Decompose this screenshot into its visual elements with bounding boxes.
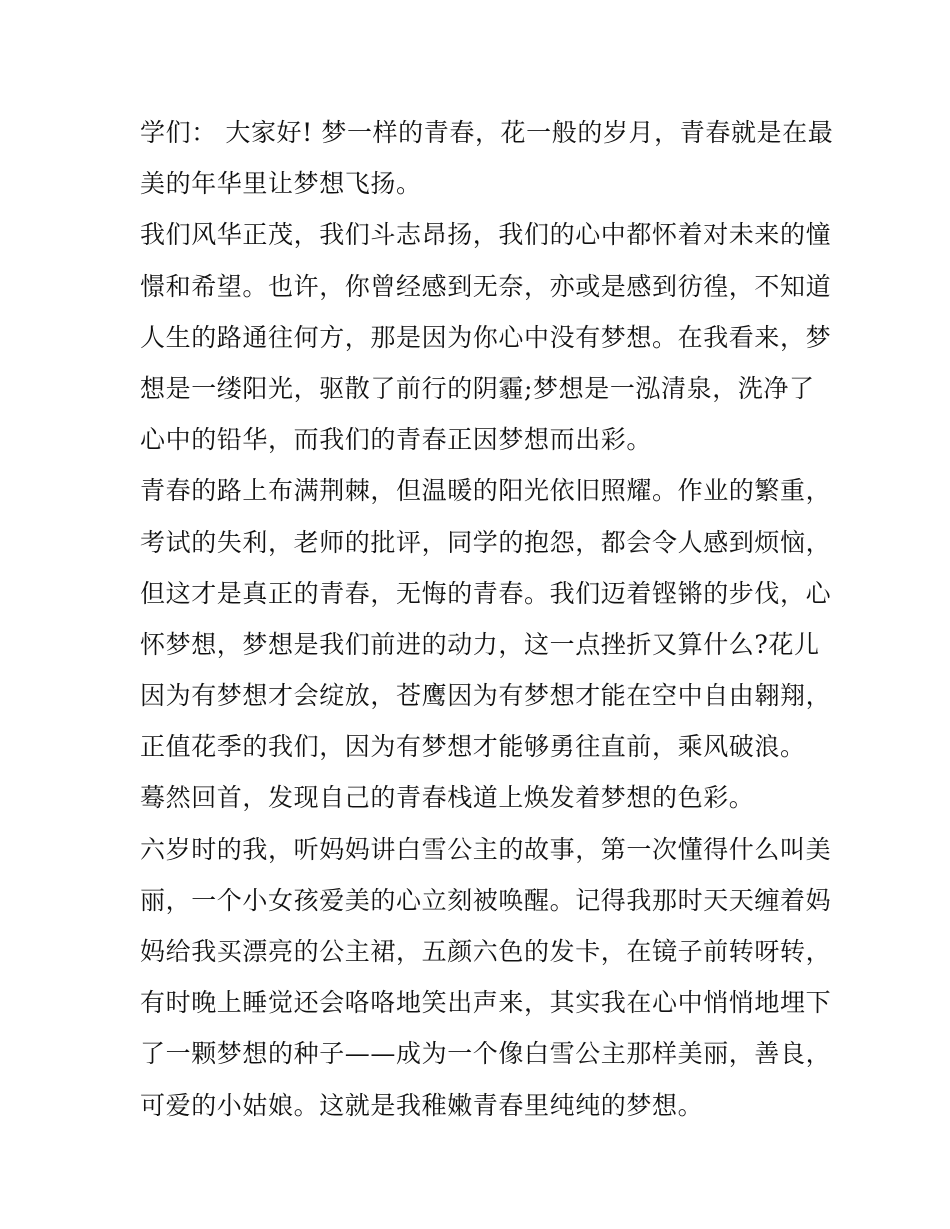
text-line: 我们风华正茂，我们斗志昂扬，我们的心中都怀着对未来的憧 — [140, 220, 832, 250]
text-line: 有时晚上睡觉还会咯咯地笑出声来，其实我在心中悄悄地埋下 — [140, 988, 832, 1018]
text-line: 可爱的小姑娘。这就是我稚嫩青春里纯纯的梦想。 — [140, 1090, 704, 1120]
text-line: 丽，一个小女孩爱美的心立刻被唤醒。记得我那时天天缠着妈 — [140, 885, 832, 915]
text-line: 了一颗梦想的种子——成为一个像白雪公主那样美丽，善良， — [140, 1039, 832, 1069]
text-line: 美的年华里让梦想飞扬。 — [140, 169, 422, 199]
text-line: 憬和希望。也许，你曾经感到无奈，亦或是感到彷徨，不知道 — [140, 271, 832, 301]
text-line: 六岁时的我，听妈妈讲白雪公主的故事，第一次懂得什么叫美 — [140, 834, 832, 864]
text-line: 因为有梦想才会绽放，苍鹰因为有梦想才能在空中自由翱翔， — [140, 681, 832, 711]
text-line: 正值花季的我们，因为有梦想才能够勇往直前，乘风破浪。 — [140, 732, 806, 762]
body-text — [140, 107, 834, 1131]
text-line: 心中的铅华，而我们的青春正因梦想而出彩。 — [140, 425, 653, 455]
text-line: 怀梦想，梦想是我们前进的动力，这一点挫折又算什么?花儿 — [140, 629, 820, 659]
text-line: 学们： 大家好! 梦一样的青春，花一般的岁月，青春就是在最 — [140, 118, 834, 147]
text-line: 考试的失利，老师的批评，同学的抱怨，都会令人感到烦恼， — [140, 527, 832, 557]
text-line: 人生的路通往何方，那是因为你心中没有梦想。在我看来，梦 — [140, 322, 832, 352]
text-line: 但这才是真正的青春，无悔的青春。我们迈着铿锵的步伐，心 — [140, 578, 832, 608]
text-line: 妈给我买漂亮的公主裙，五颜六色的发卡，在镜子前转呀转， — [140, 937, 832, 966]
text-line: 想是一缕阳光，驱散了前行的阴霾;梦想是一泓清泉，洗净了 — [140, 373, 815, 403]
text-line: 青春的路上布满荆棘，但温暖的阳光依旧照耀。作业的繁重， — [140, 476, 832, 506]
text-line: 蓦然回首，发现自己的青春栈道上焕发着梦想的色彩。 — [140, 783, 755, 813]
